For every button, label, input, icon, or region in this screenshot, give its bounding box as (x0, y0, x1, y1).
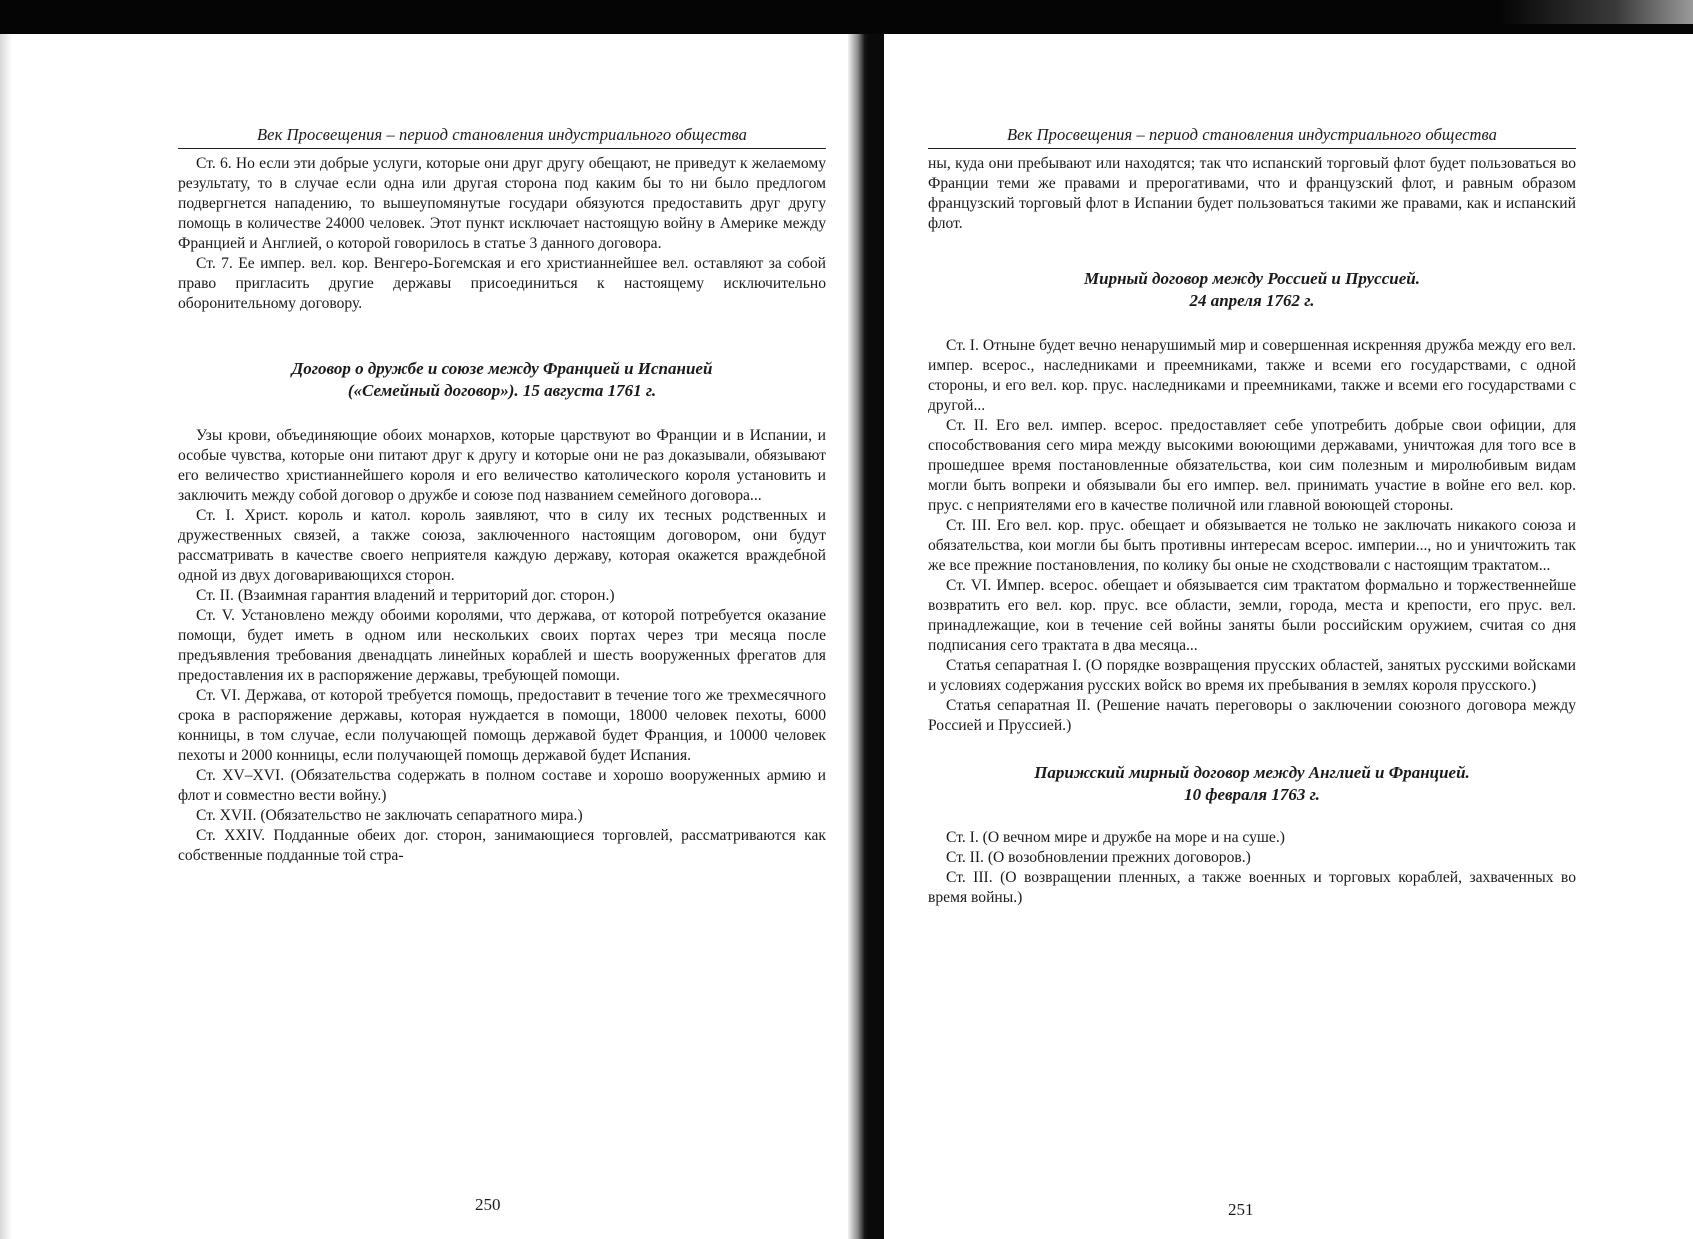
scan-top-border-fade (1500, 0, 1693, 24)
page-number: 250 (475, 1195, 501, 1214)
right-page (928, 125, 1576, 908)
paragraph: Статья сепаратная II. (Решение начать переговоры о заключении союзного договора между Россией и Пруссией.) (928, 697, 1576, 734)
paragraph: Ст. VI. Импер. всерос. обещает и обязывается сим трактатом формально и торжественнейше возвратить его вел. кор. прус. все области, земли, города, места и крепости, его прус. вел. принадлежащие, кои в течение сей войны заняты были российским оружием, считая со дня подписания сего трактата в два месяца... (928, 577, 1576, 654)
paragraph: Ст. II. (О возобновлении прежних договоров.) (946, 849, 1251, 866)
left-page (178, 125, 826, 866)
paragraph: Ст. I. Отныне будет вечно ненарушимый мир и совершенная искренняя дружба между его вел. импер. всерос., наследниками и преемниками, также и всеми его государствами, с одной стороны, и его вел. кор. прус. наследниками и преемниками, также и всеми его государствами с другой... (928, 337, 1576, 414)
left-top-text (178, 154, 826, 314)
paragraph: Ст. II. (Взаимная гарантия владений и территорий дог. сторон.) (196, 587, 615, 604)
section-title-line: 10 февраля 1763 г. (1184, 785, 1320, 804)
section-title-line: Мирный договор между Россией и Пруссией. (1084, 269, 1420, 288)
paragraph: Ст. III. Его вел. кор. прус. обещает и обязывается не только не заключать никакого союза и обязательства, кои могли бы быть противны интересам всерос. империи..., но и уничтожить так же все прежние постановления, по колику бы оные не сходствовали с настоящим трактатом... (928, 517, 1576, 574)
paragraph: Ст. 6. Но если эти добрые услуги, которые они друг другу обещают, не приведут к желаемому результату, то в случае если одна или другая сторона под каким бы то ни было предлогом подвергнется нападению, то вышеупомянутые государи обязуются предоставить друг другу помощь в количестве 24000 человек. Этот пункт исключает настоящую войну в Америке между Францией и Англией, о которой говорилось в статье 3 данного договора. (178, 155, 826, 252)
paragraph: Ст. 7. Ее импер. вел. кор. Венгеро-Богемская и его христианнейшее вел. оставляют за собой право пригласить другие державы присоединиться к настоящему исключительно оборонительному договору. (178, 255, 826, 312)
section-title-line: Договор о дружбе и союзе между Францией и Испанией (291, 359, 713, 378)
paragraph: Узы крови, объединяющие обоих монархов, которые царствуют во Франции и в Испании, и особые чувства, которые они питают друг к другу и которые они не раз доказывали, обязывают его величество христианнейшего короля и его величество католического короля установить и заключить между собой договор о дружбе и союзе под названием семейного договора... (178, 427, 826, 504)
scan-left-edge (0, 34, 12, 1239)
paragraph: Ст. XVII. (Обязательство не заключать сепаратного мира.) (196, 807, 583, 824)
page-number: 251 (1228, 1200, 1254, 1219)
paragraph: Ст. XV–XVI. (Обязательства содержать в полном составе и хорошо вооруженных армию и флот и совместно вести войну.) (178, 767, 826, 804)
running-header: Век Просвещения – период становления индустриального общества (928, 125, 1576, 149)
right-top-text (928, 154, 1576, 234)
section-title-line: 24 апреля 1762 г. (1189, 291, 1315, 310)
right-section2-text (928, 828, 1576, 908)
section-title (928, 762, 1576, 806)
left-section-text (178, 426, 826, 866)
paragraph: Ст. VI. Держава, от которой требуется помощь, предоставит в течение того же трехмесячного срока в распоряжение державы, которая нуждается в помощи, 18000 человек пехоты, 6000 конницы, в том случае, если получающей помощь державой будет Франция, и 10000 человек пехоты и 2000 конницы, если получающей помощь державой будет Испания. (178, 687, 826, 764)
running-header: Век Просвещения – период становления индустриального общества (178, 125, 826, 149)
paragraph: Ст. II. Его вел. импер. всерос. предоставляет себе употребить добрые свои официи, для способствования сего мира между высокими воюющими державами, уничтожая для того все в прошедшее время постановленные обязательства, кои сим полезным и миролюбивым видам могли быть вопреки и обязывали бы его импер. вел. принимать участие в войне его вел. кор. прус. с неприятелями его в качестве поличной или главной воюющей стороны. (928, 417, 1576, 514)
paragraph: ны, куда они пребывают или находятся; так что испанский торговый флот будет пользоваться во Франции теми же правами и прерогативами, что и французский флот, и равным образом французский торговый флот в Испании будет пользоваться такими же правами, как и испанский флот. (928, 155, 1576, 232)
paragraph: Ст. III. (О возвращении пленных, а также военных и торговых кораблей, захваченных во время войны.) (928, 869, 1576, 906)
book-spine (868, 34, 884, 1239)
paragraph: Ст. I. (О вечном мире и дружбе на море и на суше.) (946, 829, 1285, 846)
section-title-line: Парижский мирный договор между Англией и Францией. (1034, 763, 1470, 782)
section-title-line: («Семейный договор»). 15 августа 1761 г. (347, 381, 657, 400)
paragraph: Ст. I. Христ. король и катол. король заявляют, что в силу их тесных родственных и дружественных связей, а также союза, заключенного настоящим договором, они будут рассматривать в качестве своего неприятеля каждую державу, которая окажется враждебной одной из двух договаривающихся сторон. (178, 507, 826, 584)
paragraph: Ст. V. Установлено между обоими королями, что держава, от которой потребуется оказание помощи, будет иметь в одном или нескольких своих портах через три месяца после предъявления требования двенадцать линейных кораблей и шесть вооруженных фрегатов для предоставления их в распоряжение державы, требующей помощи. (178, 607, 826, 684)
scan-top-border (0, 0, 1693, 34)
paragraph: Статья сепаратная I. (О порядке возвращения прусских областей, занятых русскими войсками и условиях содержания русских войск во время их пребывания в землях короля прусского.) (928, 657, 1576, 694)
paragraph: Ст. XXIV. Подданные обеих дог. сторон, занимающиеся торговлей, рассматриваются как собственные подданные той стра- (178, 827, 826, 864)
section-title (178, 358, 826, 402)
section-title (928, 268, 1576, 312)
right-section1-text (928, 336, 1576, 736)
